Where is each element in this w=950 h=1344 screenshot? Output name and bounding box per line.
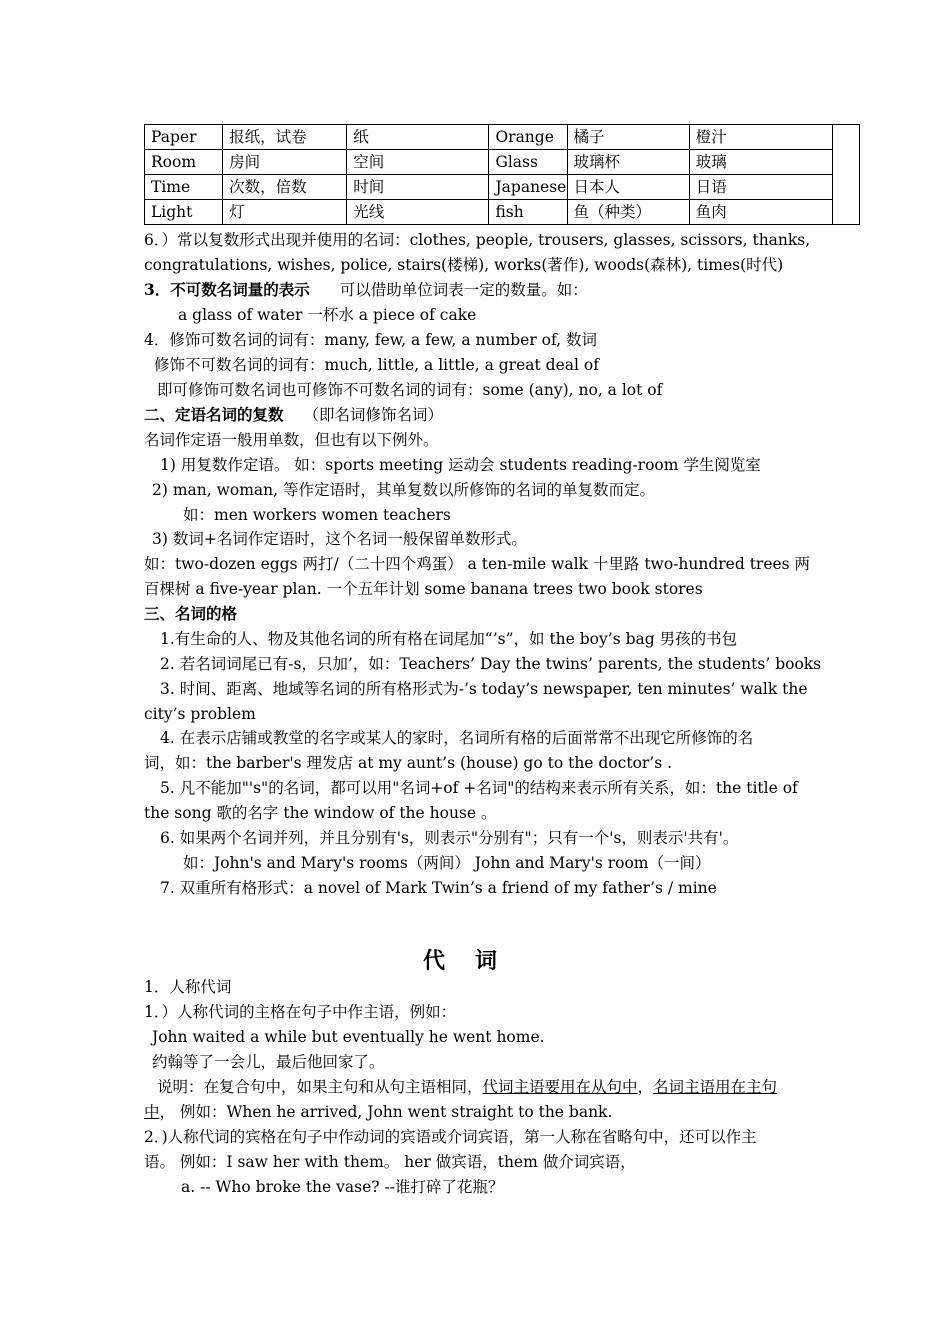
table-cell: 日本人	[567, 175, 689, 200]
table-cell: 玻璃	[689, 150, 832, 175]
text-line: city’s problem	[144, 705, 256, 723]
text-line: 如：two-dozen eggs 两打/（二十四个鸡蛋） a ten-mile walk 十里路 two-hundred trees 两	[144, 555, 811, 573]
text-line: 4．修饰可数名词的词有：many, few, a few, a number of, 数词	[144, 331, 598, 349]
text-line: 语。 例如：I saw her with them。 her 做宾语，them 做介词宾语，	[144, 1153, 636, 1171]
section-heading-possessive: 三、名词的格	[144, 604, 238, 623]
underlined-text: 中	[144, 1103, 160, 1121]
table-cell: 房间	[223, 150, 347, 175]
text-line: 约翰等了一会儿，最后他回家了。	[152, 1053, 385, 1071]
text-line: the song 歌的名字 the window of the house 。	[144, 804, 497, 822]
section-heading-uncountable	[144, 279, 588, 301]
table-cell: 纸	[347, 125, 489, 150]
table-cell: Orange	[489, 125, 567, 150]
text-line: 如：men workers women teachers	[183, 506, 451, 524]
note-line	[157, 1076, 777, 1098]
table-empty-column	[832, 125, 859, 225]
text-line: congratulations, wishes, police, stairs(楼梯), works(著作), woods(森林), times(时代)	[144, 256, 784, 274]
table-cell: 鱼肉	[689, 200, 832, 225]
underlined-text: 代词主语要用在从句中	[482, 1078, 638, 1096]
text-line: 2) man, woman, 等作定语时，其单复数以所修饰的名词的单复数而定。	[152, 481, 655, 499]
table-cell: Time	[145, 175, 223, 200]
text-fragment: （即名词修饰名词）	[303, 406, 444, 424]
text-line: 6．）常以复数形式出现并使用的名词：clothes, people, trousers, glasses, scissors, thanks,	[144, 231, 811, 249]
table-cell: 时间	[347, 175, 489, 200]
bold-label: 3．不可数名词量的表示	[144, 280, 310, 299]
table-cell: 橙汁	[689, 125, 832, 150]
table-cell: 鱼（种类）	[567, 200, 689, 225]
table-cell: Light	[145, 200, 223, 225]
text-fragment: 说明：在复合句中，如果主句和从句主语相同，	[157, 1078, 483, 1096]
text-fragment: ， 例如：When he arrived, John went straight to the bank.	[159, 1103, 613, 1121]
text-line: a. -- Who broke the vase? --谁打碎了花瓶？	[181, 1178, 504, 1196]
table-cell: 次数，倍数	[223, 175, 347, 200]
text-line: 1．人称代词	[144, 978, 232, 996]
table-cell: 橘子	[567, 125, 689, 150]
table-cell: fish	[489, 200, 567, 225]
section-heading-attributive	[144, 404, 443, 426]
text-fragment: ，	[637, 1078, 654, 1096]
underlined-text: 名词主语用在主句	[653, 1078, 778, 1096]
table-cell: Room	[145, 150, 223, 175]
text-line: 百棵树 a five-year plan. 一个五年计划 some banana trees two book stores	[144, 580, 703, 598]
text-line: 3. 时间、距离、地域等名词的所有格形式为-’s today’s newspaper, ten minutes’ walk the	[160, 680, 808, 698]
text-line: 词，如：the barber's 理发店 at my aunt’s (house) go to the doctor’s .	[144, 754, 673, 772]
text-line: 4. 在表示店铺或教堂的名字或某人的家时，名词所有格的后面常常不出现它所修饰的名	[160, 729, 754, 747]
text-line: 2. 若名词词尾已有-s，只加’，如：Teachers’ Day the twins’ parents, the students’ books	[160, 655, 822, 673]
table-cell: Glass	[489, 150, 567, 175]
table-cell: 报纸，试卷	[223, 125, 347, 150]
table-row	[145, 200, 860, 225]
text-line: 1) 用复数作定语。 如：sports meeting 运动会 students reading-room 学生阅览室	[160, 456, 761, 474]
table-cell: 灯	[223, 200, 347, 225]
text-line: 1．）人称代词的主格在句子中作主语，例如：	[144, 1003, 457, 1021]
text-line: John waited a while but eventually he went home.	[152, 1028, 545, 1046]
text-line: 如：John's and Mary's rooms（两间） John and Mary's room（一间）	[183, 854, 711, 872]
text-line: 修饰不可数名词的词有：much, little, a little, a great deal of	[154, 356, 599, 374]
vocabulary-table	[144, 124, 860, 225]
text-line: 2．)人称代词的宾格在句子中作动词的宾语或介词宾语，第一人称在省略句中，还可以作主	[144, 1128, 757, 1146]
table-cell: Paper	[145, 125, 223, 150]
table-cell: Japanese	[489, 175, 567, 200]
text-line: a glass of water 一杯水 a piece of cake	[178, 306, 477, 324]
text-line: 6. 如果两个名词并列，并且分别有's，则表示"分别有"；只有一个's，则表示'共有'。	[160, 829, 739, 847]
text-line: 3) 数词+名词作定语时，这个名词一般保留单数形式。	[152, 530, 527, 548]
table-row	[145, 175, 860, 200]
table-cell: 玻璃杯	[567, 150, 689, 175]
text-line: 7. 双重所有格形式：a novel of Mark Twin’s a friend of my father’s / mine	[160, 879, 717, 897]
bold-label: 二、定语名词的复数	[144, 405, 284, 424]
pronoun-heading: 代词	[422, 949, 527, 974]
text-line: 5. 凡不能加"'s"的名词，都可以用"名词+of +名词"的结构来表示所有关系，如：the title of	[160, 779, 798, 797]
text-line: 1.有生命的人、物及其他名词的所有格在词尾加“’s”，如 the boy’s bag 男孩的书包	[160, 630, 738, 648]
text-line: 即可修饰可数名词也可修饰不可数名词的词有：some (any), no, a lot of	[157, 381, 663, 399]
table-row	[145, 125, 860, 150]
table-row	[145, 150, 860, 175]
text-fragment: 可以借助单位词表一定的数量。如：	[339, 281, 588, 299]
text-line: 名词作定语一般用单数，但也有以下例外。	[144, 431, 439, 449]
table-cell: 空间	[347, 150, 489, 175]
table-cell: 日语	[689, 175, 832, 200]
note-line	[144, 1101, 612, 1123]
table-cell: 光线	[347, 200, 489, 225]
